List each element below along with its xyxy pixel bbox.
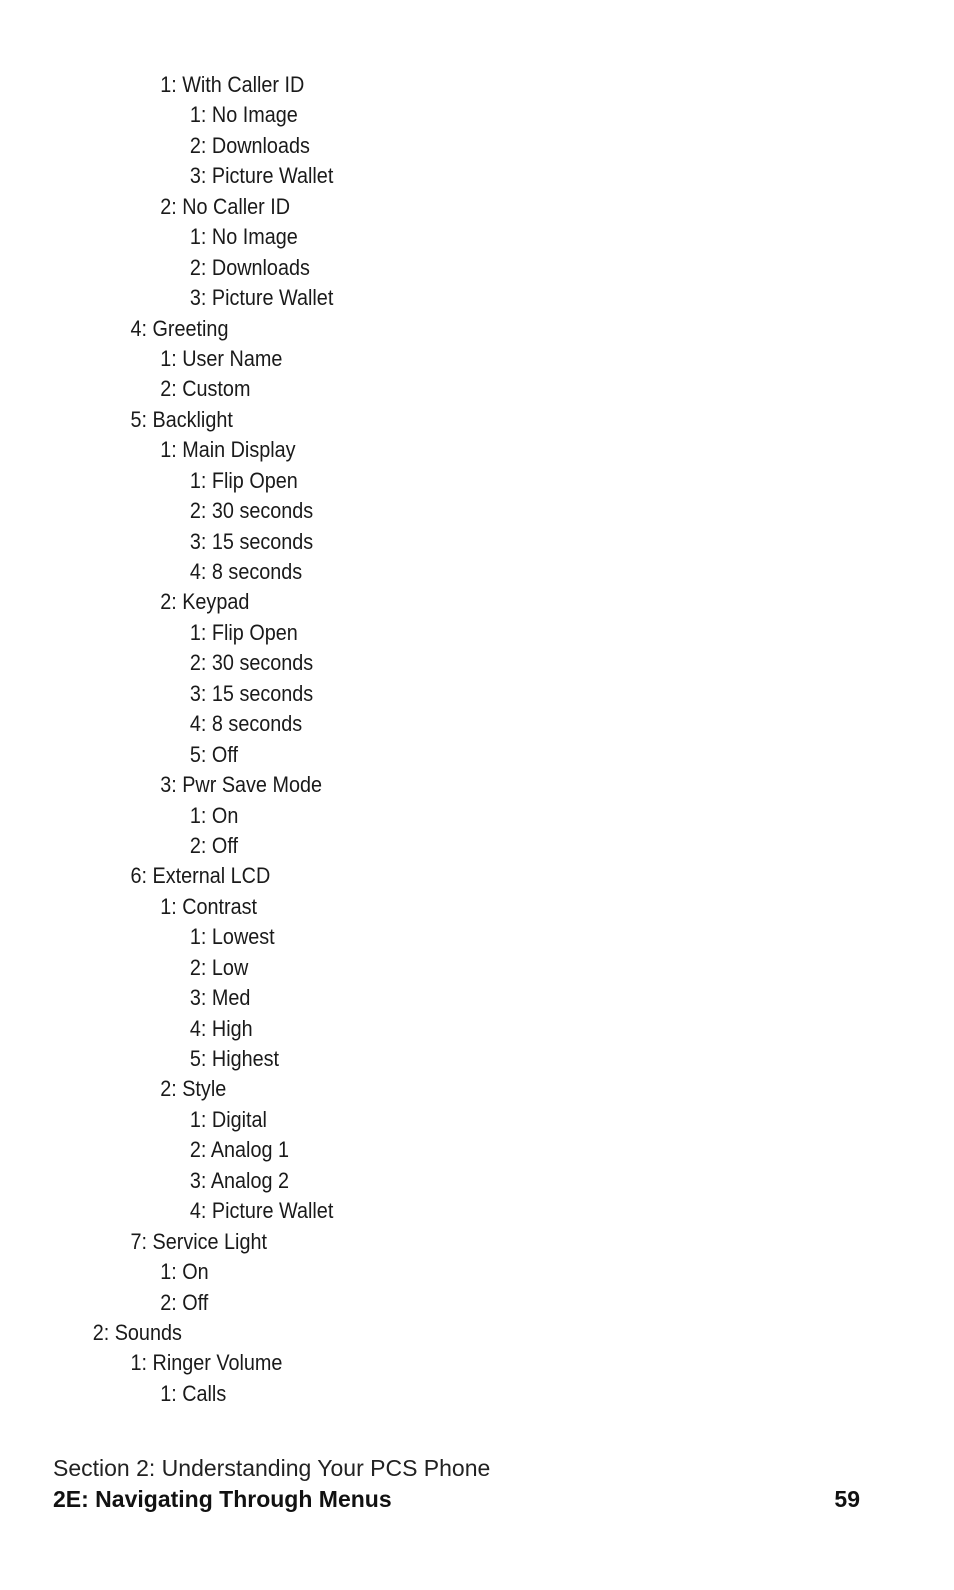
menu-item: 1: Contrast	[160, 893, 258, 919]
menu-item: 4: Picture Wallet	[189, 1198, 334, 1224]
menu-item: 2: Custom	[160, 376, 251, 402]
menu-item: 7: Service Light	[130, 1228, 267, 1254]
menu-item: 2: Downloads	[189, 132, 310, 158]
menu-item: 2: Keypad	[160, 589, 250, 615]
footer-section-title: Section 2: Understanding Your PCS Phone	[53, 1455, 491, 1481]
menu-item: 2: 30 seconds	[189, 498, 314, 524]
menu-item: 2: Off	[189, 832, 238, 858]
menu-item: 1: No Image	[189, 102, 298, 128]
menu-item: 4: High	[189, 1015, 253, 1041]
menu-item: 1: On	[160, 1259, 209, 1285]
menu-item: 2: No Caller ID	[160, 193, 291, 219]
menu-item: 1: User Name	[160, 345, 283, 371]
menu-item: 1: On	[189, 802, 239, 828]
menu-item: 5: Highest	[189, 1046, 280, 1071]
menu-item: 2: Downloads	[189, 254, 310, 280]
menu-item: 4: 8 seconds	[189, 711, 303, 737]
page-number: 59	[834, 1486, 860, 1512]
menu-item: 1: No Image	[189, 224, 298, 250]
menu-item: 1: Main Display	[160, 437, 296, 463]
menu-item: 1: Ringer Volume	[130, 1350, 283, 1376]
menu-item: 1: With Caller ID	[160, 72, 305, 97]
menu-item: 2: Low	[189, 954, 249, 980]
menu-item: 1: Flip Open	[189, 619, 298, 645]
menu-item: 3: Med	[189, 985, 251, 1011]
menu-item: 2: Sounds	[92, 1319, 182, 1345]
menu-item: 2: Analog 1	[189, 1137, 289, 1163]
menu-item: 2: Style	[160, 1076, 227, 1102]
menu-item: 2: 30 seconds	[189, 650, 314, 676]
menu-item: 3: Pwr Save Mode	[160, 772, 322, 798]
menu-item: 4: 8 seconds	[189, 559, 303, 584]
menu-item: 2: Off	[160, 1289, 209, 1315]
menu-tree	[0, 70, 954, 1409]
menu-item: 5: Backlight	[130, 406, 233, 432]
menu-item: 6: External LCD	[130, 863, 271, 889]
menu-item: 1: Calls	[160, 1380, 227, 1406]
menu-item: 1: Flip Open	[189, 467, 298, 493]
footer-chapter-title: 2E: Navigating Through Menus	[53, 1486, 392, 1512]
menu-item: 3: 15 seconds	[189, 528, 314, 554]
menu-item: 3: Picture Wallet	[189, 285, 334, 311]
menu-item: 1: Lowest	[189, 924, 275, 950]
menu-item: 3: Picture Wallet	[189, 163, 334, 189]
menu-item: 4: Greeting	[130, 315, 229, 341]
menu-item: 3: Analog 2	[189, 1167, 289, 1193]
menu-item: 5: Off	[189, 741, 238, 767]
menu-item: 1: Digital	[189, 1106, 267, 1132]
menu-item: 3: 15 seconds	[189, 680, 314, 706]
